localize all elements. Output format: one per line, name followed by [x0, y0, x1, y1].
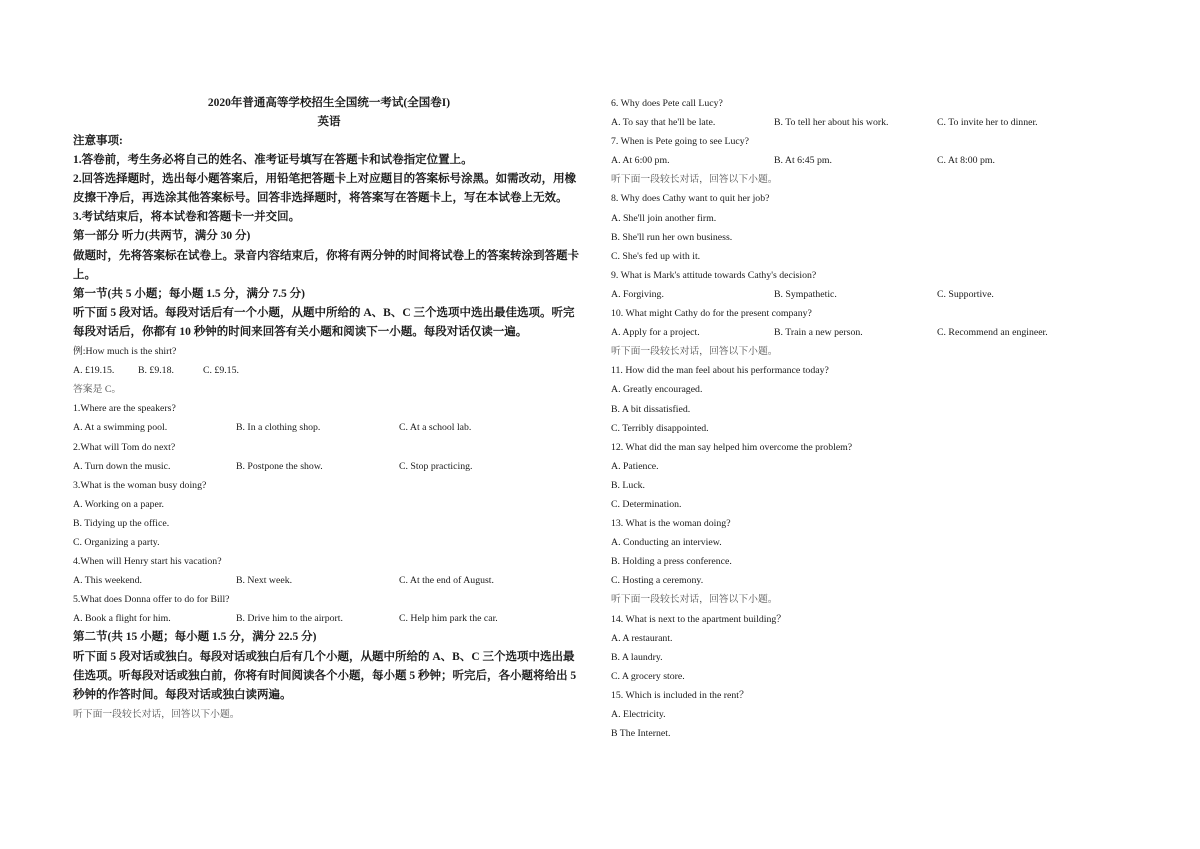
left-column	[73, 94, 585, 724]
question-4-options	[73, 571, 585, 590]
notice-heading: 注意事项:	[73, 135, 123, 147]
question-9-options	[611, 285, 1131, 304]
option: C. £9.15.	[203, 365, 239, 377]
example-options	[73, 361, 585, 380]
option: B. Drive him to the airport.	[236, 613, 343, 625]
option: C. A grocery store.	[611, 670, 685, 682]
option: A. At a swimming pool.	[73, 422, 168, 434]
option: A. Apply for a project.	[611, 327, 700, 339]
question-1-options	[73, 418, 585, 437]
option: C. At the end of August.	[399, 575, 494, 587]
option: C. Organizing a party.	[73, 536, 160, 548]
question-5-options	[73, 609, 585, 628]
exam-title: 2020年普通高等学校招生全国统一考试(全国卷I)	[207, 97, 451, 109]
notice-item-1: 1.答卷前，考生务必将自己的姓名、准考证号填写在答题卡和试卷指定位置上。	[73, 154, 473, 167]
option: C. To invite her to dinner.	[937, 117, 1038, 129]
question-12: 12. What did the man say helped him overcome the problem?	[611, 441, 853, 453]
question-2-options	[73, 457, 585, 476]
option: A. Book a flight for him.	[73, 613, 171, 625]
option: B. At 6:45 pm.	[774, 155, 832, 167]
option: C. Terribly disappointed.	[611, 422, 709, 434]
option: C. Stop practicing.	[399, 460, 473, 472]
notice-item-2: 2.回答选择题时，选出每小题答案后，用铅笔把答题卡上对应题目的答案标号涂黑。如需改动，用橡皮擦干净后，再选涂其他答案标号。回答非选择题时，将答案写在答题卡上，写在本试卷上无效。	[73, 173, 577, 205]
notice-item-3: 3.考试结束后，将本试卷和答题卡一并交回。	[73, 211, 301, 224]
option: B. Train a new person.	[774, 327, 863, 339]
option: A. To say that he'll be late.	[611, 117, 716, 129]
question-5: 5.What does Donna offer to do for Bill?	[73, 594, 230, 606]
question-7: 7. When is Pete going to see Lucy?	[611, 136, 750, 148]
option: B. To tell her about his work.	[774, 117, 889, 129]
option: B. Luck.	[611, 479, 646, 491]
long-dialog-note: 听下面一段较长对话，回答以下小题。	[73, 708, 240, 720]
option: A. Greatly encouraged.	[611, 384, 703, 396]
part1-instruction: 做题时，先将答案标在试卷上。录音内容结束后，你将有两分钟的时间将试卷上的答案转涂到答题卡上。	[73, 249, 579, 281]
long-dialog-note: 听下面一段较长对话，回答以下小题。	[611, 594, 778, 606]
option: C. She's fed up with it.	[611, 250, 701, 262]
option: B. Holding a press conference.	[611, 556, 732, 568]
question-6: 6. Why does Pete call Lucy?	[611, 98, 723, 109]
question-3: 3.What is the woman busy doing?	[73, 479, 207, 491]
question-15: 15. Which is included in the rent？	[611, 689, 749, 701]
option: A. Forgiving.	[611, 288, 664, 300]
long-dialog-note: 听下面一段较长对话，回答以下小题。	[611, 174, 778, 186]
option: B. She'll run her own business.	[611, 231, 733, 243]
option: B. A laundry.	[611, 651, 663, 663]
option: A. A restaurant.	[611, 632, 673, 644]
example-question: 例:How much is the shirt?	[73, 346, 177, 358]
option: C. Determination.	[611, 498, 682, 510]
question-10: 10. What might Cathy do for the present company?	[611, 308, 812, 320]
option: B. £9.18.	[138, 365, 174, 377]
option: A. She'll join another firm.	[611, 212, 717, 224]
section2-heading: 第二节(共 15 小题；每小题 1.5 分，满分 22.5 分)	[73, 631, 317, 644]
option: A. Turn down the music.	[73, 460, 171, 472]
section1-heading: 第一节(共 5 小题；每小题 1.5 分，满分 7.5 分)	[73, 287, 305, 300]
option: A. Electricity.	[611, 709, 666, 720]
option: A. Patience.	[611, 460, 659, 472]
example-answer: 答案是 C。	[73, 384, 122, 396]
right-column	[611, 94, 1131, 743]
option: A. At 6:00 pm.	[611, 155, 670, 167]
option: B. Sympathetic.	[774, 288, 837, 300]
option: A. This weekend.	[73, 575, 142, 587]
question-8: 8. Why does Cathy want to quit her job?	[611, 193, 770, 205]
option: B. In a clothing shop.	[236, 422, 321, 434]
question-6-options	[611, 113, 1131, 132]
question-11: 11. How did the man feel about his performance today?	[611, 365, 829, 377]
question-14: 14. What is next to the apartment building？	[611, 613, 787, 625]
question-4: 4.When will Henry start his vacation?	[73, 556, 222, 568]
option: C. Hosting a ceremony.	[611, 575, 704, 587]
option: C. Supportive.	[937, 288, 994, 300]
option: B. A bit dissatisfied.	[611, 403, 691, 415]
question-10-options	[611, 323, 1131, 342]
option: A. £19.15.	[73, 365, 115, 377]
part1-heading: 第一部分 听力(共两节，满分 30 分)	[73, 230, 251, 243]
option: A. Conducting an interview.	[611, 537, 722, 549]
question-1: 1.Where are the speakers?	[73, 403, 176, 415]
exam-subject: 英语	[317, 116, 341, 128]
question-9: 9. What is Mark's attitude towards Cathy's decision?	[611, 269, 817, 281]
question-7-options	[611, 151, 1131, 170]
option: B The Internet.	[611, 728, 671, 740]
option: B. Postpone the show.	[236, 460, 323, 472]
section2-instruction: 听下面 5 段对话或独白。每段对话或独白后有几个小题，从题中所给的 A、B、C 三个选项中选出最佳选项。听每段对话或独白前，你将有时间阅读各个小题，每小题 5 秒钟；听完后，各小题将给出 5 秒钟的作答时间。每段对话或独白读两遍。	[73, 650, 577, 701]
question-13: 13. What is the woman doing?	[611, 518, 731, 530]
option: C. Help him park the car.	[399, 613, 498, 625]
option: C. Recommend an engineer.	[937, 327, 1048, 339]
long-dialog-note: 听下面一段较长对话，回答以下小题。	[611, 346, 778, 358]
option: C. At 8:00 pm.	[937, 155, 995, 167]
option: A. Working on a paper.	[73, 498, 164, 510]
option: B. Tidying up the office.	[73, 517, 170, 529]
question-2: 2.What will Tom do next?	[73, 441, 176, 453]
option: C. At a school lab.	[399, 422, 472, 434]
section1-instruction: 听下面 5 段对话。每段对话后有一个小题，从题中所给的 A、B、C 三个选项中选出最佳选项。听完每段对话后，你都有 10 秒钟的时间来回答有关小题和阅读下一小题。每段对话仅读一遍。	[73, 306, 575, 338]
option: B. Next week.	[236, 575, 293, 587]
